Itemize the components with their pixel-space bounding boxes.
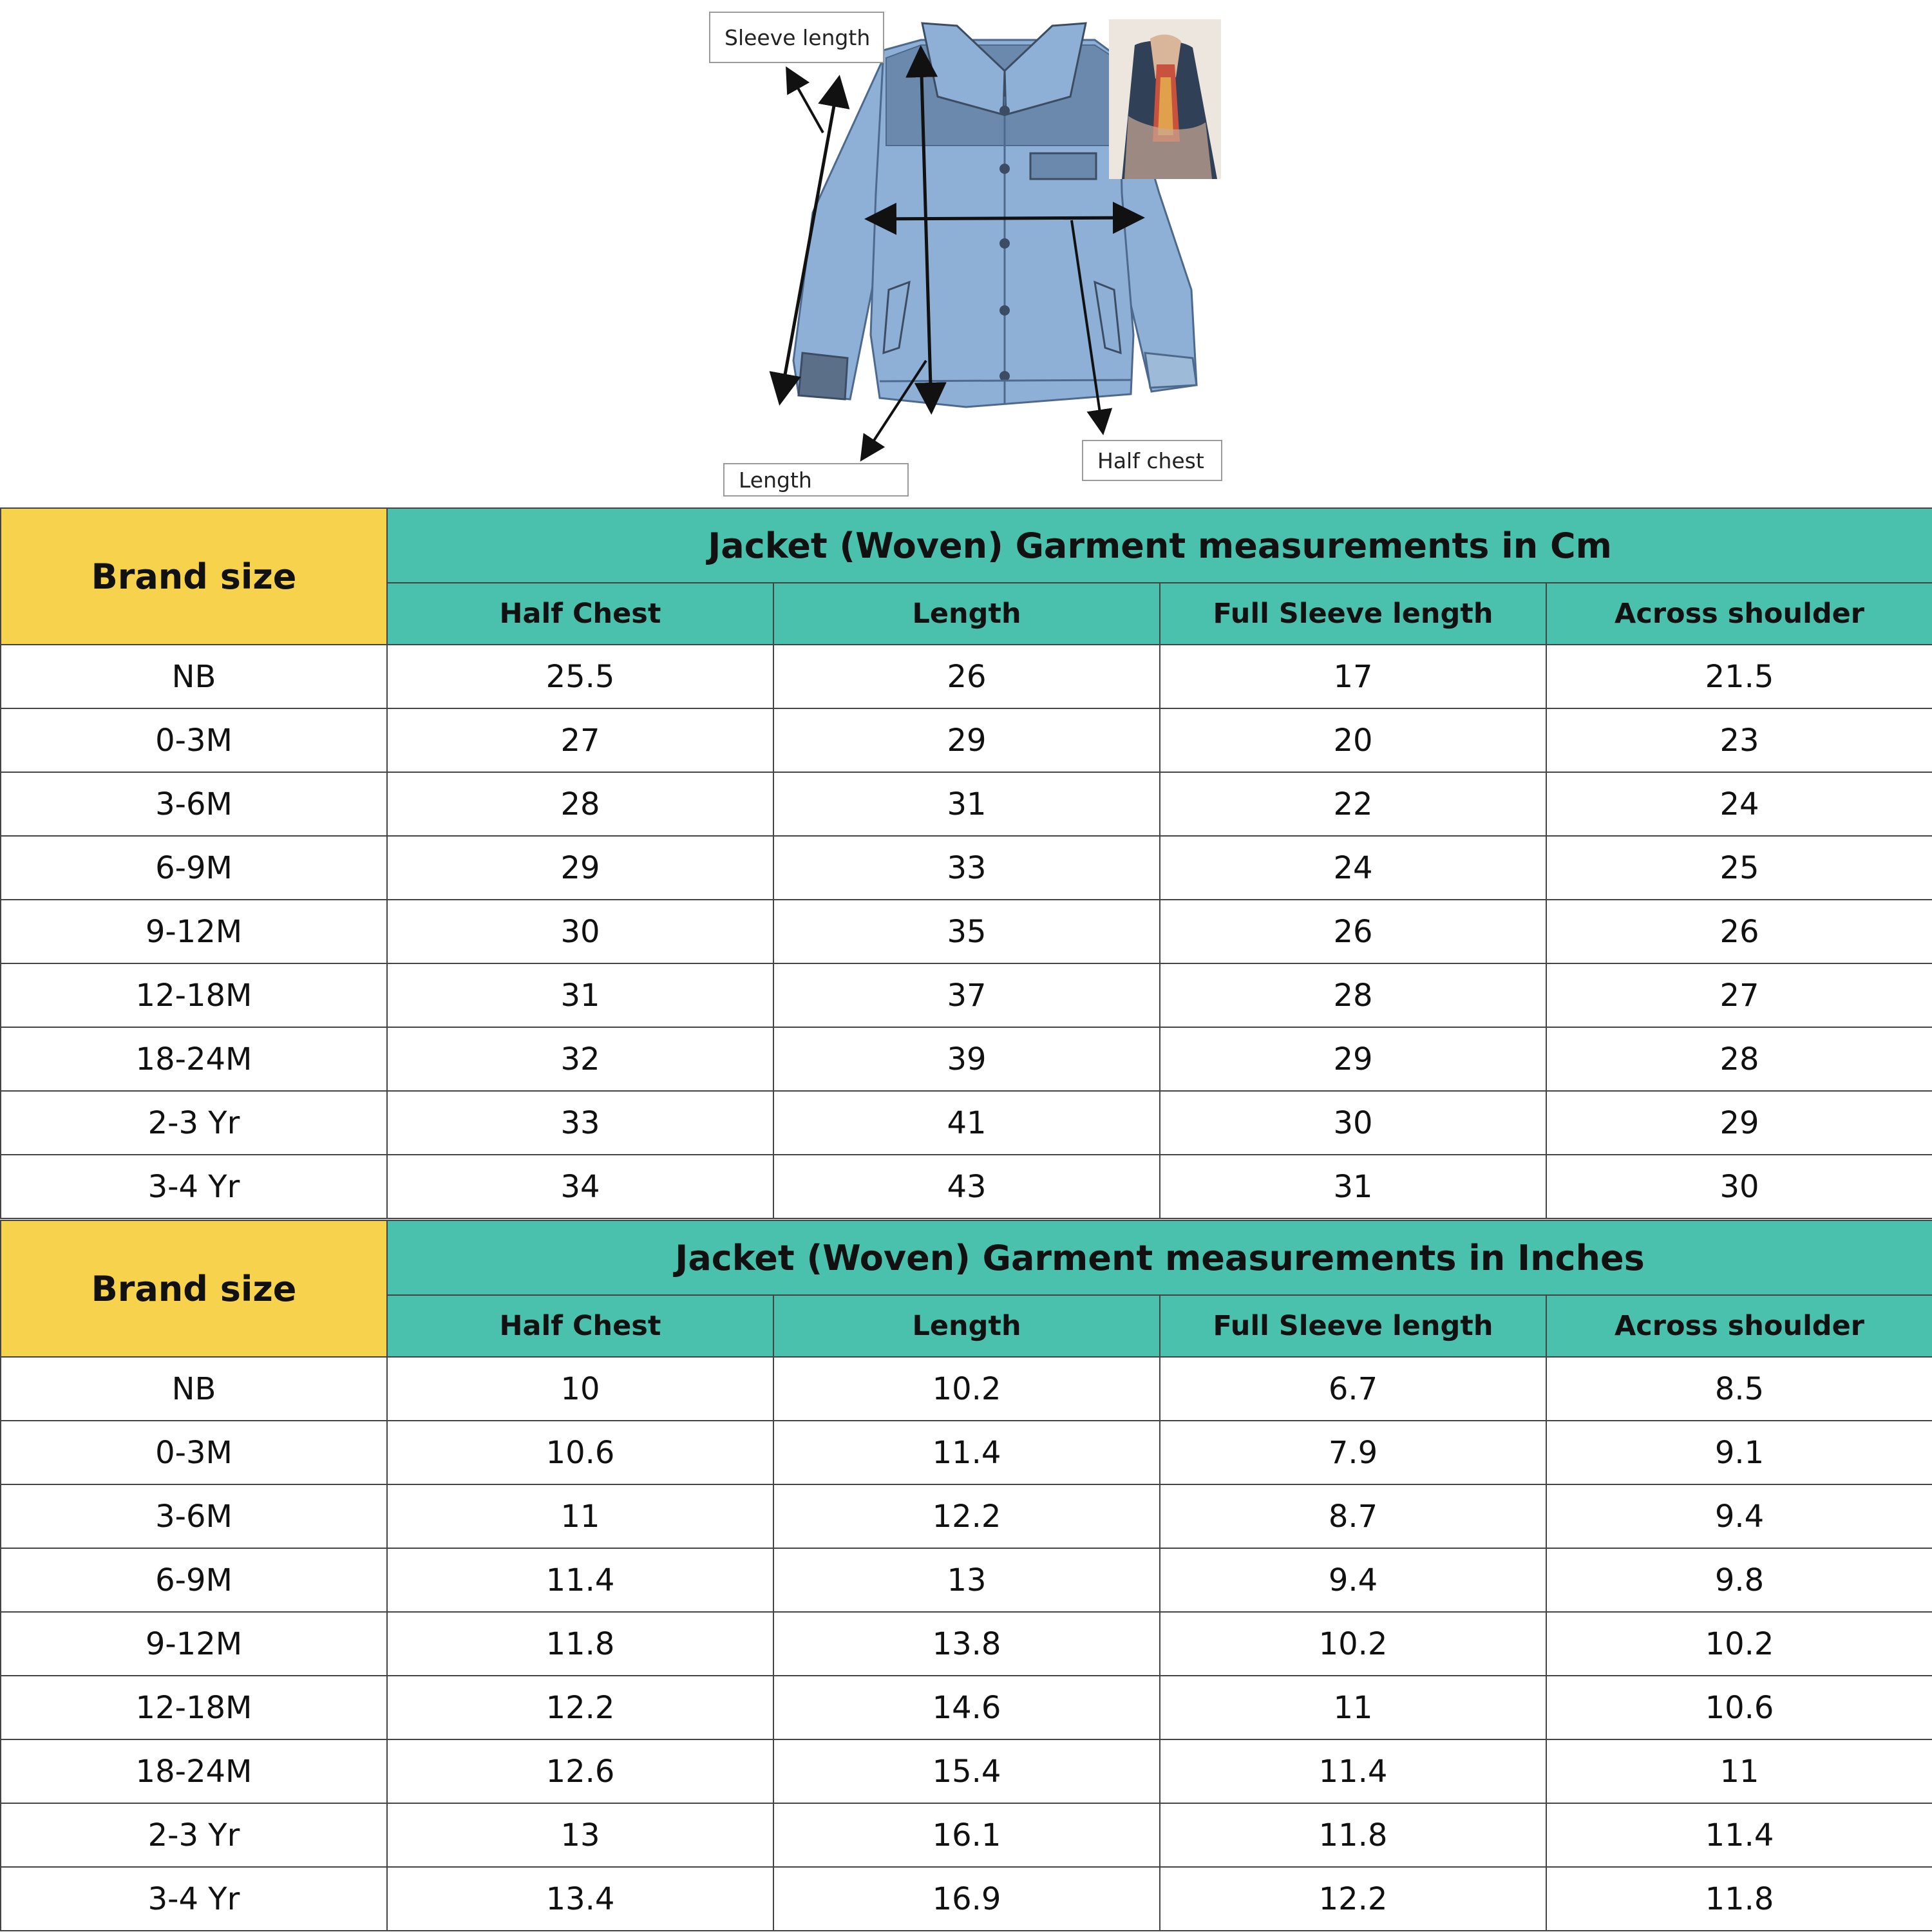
table-row xyxy=(1,708,1932,772)
value-cell: 26 xyxy=(773,645,1160,708)
value-cell: 12.2 xyxy=(1160,1867,1546,1931)
jacket-button xyxy=(999,238,1010,249)
value-cell: 16.9 xyxy=(773,1867,1160,1931)
value-cell: 11 xyxy=(387,1484,773,1548)
jacket-illustration xyxy=(0,0,1932,507)
table-row xyxy=(1,1027,1932,1091)
value-cell: 10.6 xyxy=(1546,1676,1932,1739)
size-cell: 3-4 Yr xyxy=(1,1155,387,1218)
table-row xyxy=(1,772,1932,836)
size-cell: 18-24M xyxy=(1,1027,387,1091)
table-row xyxy=(1,645,1932,708)
value-cell: 28 xyxy=(1160,963,1546,1027)
value-cell: 17 xyxy=(1160,645,1546,708)
size-cell: 6-9M xyxy=(1,1548,387,1612)
jacket-button xyxy=(999,305,1010,316)
value-cell: 15.4 xyxy=(773,1739,1160,1803)
jacket-left-cuff xyxy=(799,353,848,399)
brand-size-header: Brand size xyxy=(1,508,387,645)
size-cell: 0-3M xyxy=(1,708,387,772)
value-cell: 37 xyxy=(773,963,1160,1027)
value-cell: 34 xyxy=(387,1155,773,1218)
value-cell: 13 xyxy=(773,1548,1160,1612)
value-cell: 31 xyxy=(387,963,773,1027)
value-cell: 9.8 xyxy=(1546,1548,1932,1612)
size-chart-inches xyxy=(0,1220,1932,1931)
half-chest-arrow xyxy=(871,218,1139,219)
column-header-full-sleeve-length: Full Sleeve length xyxy=(1160,583,1546,645)
jacket-right-cuff xyxy=(1145,353,1197,388)
value-cell: 9.1 xyxy=(1546,1421,1932,1484)
size-cell: NB xyxy=(1,645,387,708)
value-cell: 8.5 xyxy=(1546,1357,1932,1421)
size-cell: 9-12M xyxy=(1,1612,387,1676)
value-cell: 10.6 xyxy=(387,1421,773,1484)
table-row xyxy=(1,1803,1932,1867)
value-cell: 6.7 xyxy=(1160,1357,1546,1421)
size-cell: 9-12M xyxy=(1,900,387,963)
value-cell: 31 xyxy=(1160,1155,1546,1218)
table-title: Jacket (Woven) Garment measurements in Inches xyxy=(387,1220,1932,1295)
table-row xyxy=(1,1739,1932,1803)
value-cell: 14.6 xyxy=(773,1676,1160,1739)
value-cell: 11.4 xyxy=(773,1421,1160,1484)
value-cell: 29 xyxy=(1160,1027,1546,1091)
value-cell: 12.2 xyxy=(773,1484,1160,1548)
table-row xyxy=(1,1357,1932,1421)
value-cell: 10.2 xyxy=(1160,1612,1546,1676)
column-header-across-shoulder: Across shoulder xyxy=(1546,583,1932,645)
size-cell: 12-18M xyxy=(1,1676,387,1739)
size-chart-cm xyxy=(0,507,1932,1219)
column-header-length: Length xyxy=(773,1295,1160,1357)
value-cell: 11.8 xyxy=(1546,1867,1932,1931)
column-header-half-chest: Half Chest xyxy=(387,583,773,645)
value-cell: 31 xyxy=(773,772,1160,836)
table-row xyxy=(1,1484,1932,1548)
value-cell: 11.8 xyxy=(1160,1803,1546,1867)
value-cell: 9.4 xyxy=(1160,1548,1546,1612)
table-row xyxy=(1,1548,1932,1612)
value-cell: 29 xyxy=(773,708,1160,772)
table-row xyxy=(1,900,1932,963)
value-cell: 32 xyxy=(387,1027,773,1091)
value-cell: 24 xyxy=(1160,836,1546,900)
table-row xyxy=(1,1091,1932,1155)
jacket-chest-pocket xyxy=(1030,153,1096,179)
value-cell: 25.5 xyxy=(387,645,773,708)
value-cell: 22 xyxy=(1160,772,1546,836)
column-header-across-shoulder: Across shoulder xyxy=(1546,1295,1932,1357)
jacket-button xyxy=(999,164,1010,174)
child-wearing-jacket-photo xyxy=(1109,19,1221,179)
value-cell: 11.4 xyxy=(387,1548,773,1612)
value-cell: 11 xyxy=(1160,1676,1546,1739)
value-cell: 35 xyxy=(773,900,1160,963)
value-cell: 11 xyxy=(1546,1739,1932,1803)
size-cell: 6-9M xyxy=(1,836,387,900)
value-cell: 13.8 xyxy=(773,1612,1160,1676)
size-cell: 12-18M xyxy=(1,963,387,1027)
value-cell: 23 xyxy=(1546,708,1932,772)
size-cell: 2-3 Yr xyxy=(1,1091,387,1155)
column-header-half-chest: Half Chest xyxy=(387,1295,773,1357)
value-cell: 26 xyxy=(1160,900,1546,963)
value-cell: 12.2 xyxy=(387,1676,773,1739)
table-row xyxy=(1,1155,1932,1218)
value-cell: 16.1 xyxy=(773,1803,1160,1867)
value-cell: 9.4 xyxy=(1546,1484,1932,1548)
size-cell: 18-24M xyxy=(1,1739,387,1803)
half-chest-callout: Half chest xyxy=(1082,440,1222,481)
value-cell: 13 xyxy=(387,1803,773,1867)
value-cell: 29 xyxy=(387,836,773,900)
value-cell: 20 xyxy=(1160,708,1546,772)
size-cell: 3-6M xyxy=(1,772,387,836)
value-cell: 27 xyxy=(387,708,773,772)
column-header-length: Length xyxy=(773,583,1160,645)
value-cell: 24 xyxy=(1546,772,1932,836)
value-cell: 30 xyxy=(1160,1091,1546,1155)
value-cell: 25 xyxy=(1546,836,1932,900)
value-cell: 26 xyxy=(1546,900,1932,963)
column-header-full-sleeve-length: Full Sleeve length xyxy=(1160,1295,1546,1357)
value-cell: 8.7 xyxy=(1160,1484,1546,1548)
value-cell: 30 xyxy=(387,900,773,963)
size-cell: 0-3M xyxy=(1,1421,387,1484)
table-row xyxy=(1,836,1932,900)
value-cell: 21.5 xyxy=(1546,645,1932,708)
brand-size-header: Brand size xyxy=(1,1220,387,1357)
value-cell: 33 xyxy=(773,836,1160,900)
value-cell: 33 xyxy=(387,1091,773,1155)
jacket-button xyxy=(999,106,1010,116)
value-cell: 27 xyxy=(1546,963,1932,1027)
value-cell: 30 xyxy=(1546,1155,1932,1218)
value-cell: 10 xyxy=(387,1357,773,1421)
table-row xyxy=(1,1676,1932,1739)
value-cell: 41 xyxy=(773,1091,1160,1155)
table-row xyxy=(1,1867,1932,1931)
value-cell: 13.4 xyxy=(387,1867,773,1931)
value-cell: 10.2 xyxy=(1546,1612,1932,1676)
size-cell: 3-4 Yr xyxy=(1,1867,387,1931)
table-row xyxy=(1,963,1932,1027)
value-cell: 29 xyxy=(1546,1091,1932,1155)
table-row xyxy=(1,1612,1932,1676)
size-cell: 2-3 Yr xyxy=(1,1803,387,1867)
value-cell: 10.2 xyxy=(773,1357,1160,1421)
sleeve-length-callout: Sleeve length xyxy=(709,12,884,63)
jacket-measurement-diagram xyxy=(0,0,1932,507)
table-title: Jacket (Woven) Garment measurements in Cm xyxy=(387,508,1932,583)
value-cell: 7.9 xyxy=(1160,1421,1546,1484)
value-cell: 39 xyxy=(773,1027,1160,1091)
value-cell: 43 xyxy=(773,1155,1160,1218)
value-cell: 12.6 xyxy=(387,1739,773,1803)
value-cell: 11.4 xyxy=(1546,1803,1932,1867)
size-cell: 3-6M xyxy=(1,1484,387,1548)
size-cell: NB xyxy=(1,1357,387,1421)
value-cell: 11.4 xyxy=(1160,1739,1546,1803)
table-row xyxy=(1,1421,1932,1484)
value-cell: 28 xyxy=(387,772,773,836)
value-cell: 11.8 xyxy=(387,1612,773,1676)
value-cell: 28 xyxy=(1546,1027,1932,1091)
length-callout: Length xyxy=(723,463,909,497)
